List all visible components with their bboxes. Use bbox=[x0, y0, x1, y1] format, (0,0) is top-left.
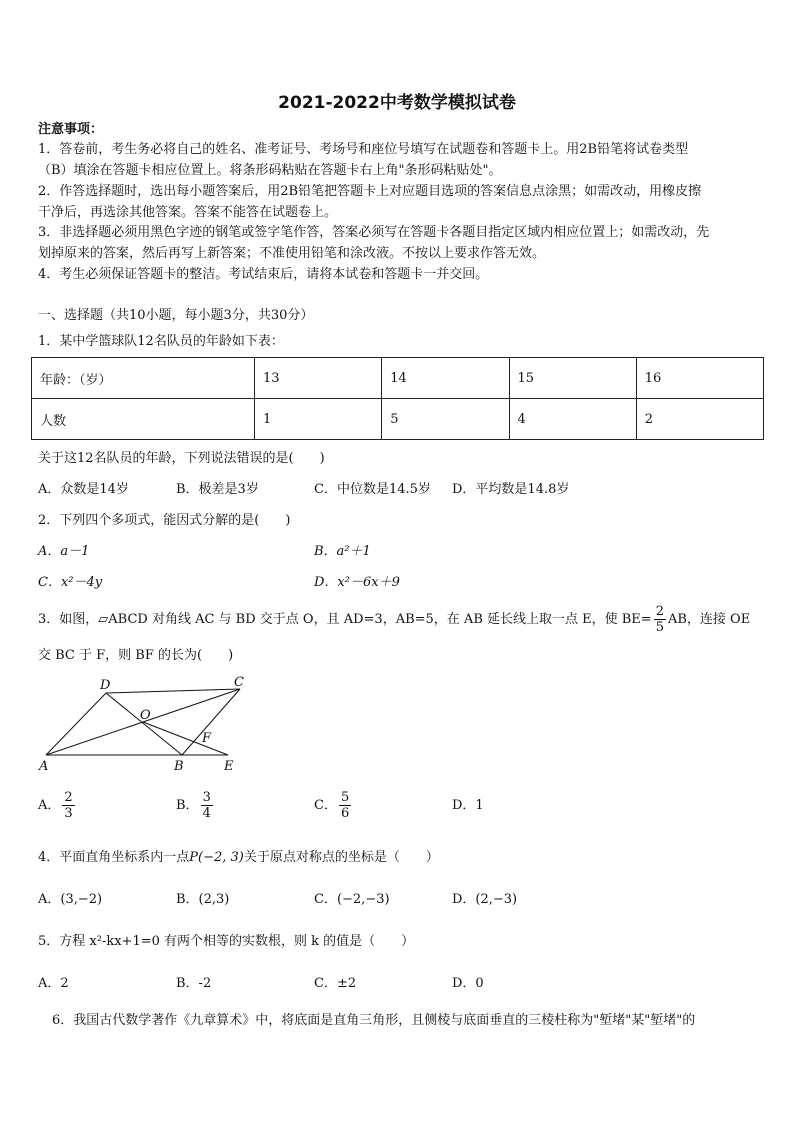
q4-option-b[interactable]: B．(2,3) bbox=[176, 892, 230, 907]
q5-option-b[interactable]: B．-2 bbox=[176, 976, 212, 991]
notice-line: 3．非选择题必须用黑色字迹的钢笔或签字笔作答，答案必须写在答题卡各题目指定区域内相应位置上；如需改动，先 bbox=[38, 225, 710, 240]
segment-dc bbox=[106, 689, 240, 693]
table-row bbox=[32, 358, 764, 399]
fraction: $\frac{5}{6}$ bbox=[340, 790, 350, 821]
q3-option-a[interactable]: A． $\frac{2}{3}$ bbox=[38, 790, 73, 821]
q1-option-a[interactable]: A．众数是14岁 bbox=[38, 482, 129, 497]
label-a: A bbox=[39, 759, 49, 774]
label-o: O bbox=[140, 708, 151, 723]
table-cell: 15 bbox=[509, 358, 636, 399]
table-cell: 5 bbox=[382, 399, 509, 440]
table-cell: 1 bbox=[255, 399, 382, 440]
label-d: D bbox=[100, 678, 111, 693]
table-cell: 13 bbox=[255, 358, 382, 399]
segment-ad bbox=[46, 693, 106, 755]
q3-stem bbox=[38, 604, 750, 635]
q2-stem: 2．下列四个多项式，能因式分解的是( ) bbox=[38, 513, 291, 528]
q4-option-d[interactable]: D．(2,−3) bbox=[452, 892, 518, 907]
q6-stem: 6．我国古代数学著作《九章算术》中，将底面是直角三角形，且侧棱与底面垂直的三棱柱称为"堑堵"某"堑堵"的 bbox=[52, 1013, 696, 1028]
q4-option-a[interactable]: A．(3,−2) bbox=[38, 892, 103, 907]
q1-option-c[interactable]: C．中位数是14.5岁 bbox=[314, 482, 431, 497]
q1-question: 关于这12名队员的年龄，下列说法错误的是( ) bbox=[38, 451, 325, 466]
q1-option-d[interactable]: D．平均数是14.8岁 bbox=[452, 482, 570, 497]
section-heading: 一、选择题（共10小题，每小题3分，共30分） bbox=[38, 308, 314, 323]
parallelogram-figure bbox=[36, 675, 256, 775]
table-cell: 14 bbox=[382, 358, 509, 399]
q3-stem-text: 3．如图，▱ABCD 对角线 AC 与 BD 交于点 O，且 AD=3，AB=5，在 AB 延长线上取一点 E，使 BE= bbox=[38, 612, 652, 627]
notice-line: （B）填涂在答题卡相应位置上。将条形码粘贴在答题卡右上角"条形码粘贴处"。 bbox=[38, 163, 502, 178]
table-row bbox=[32, 399, 764, 440]
label-e: E bbox=[224, 759, 234, 774]
label-b: B bbox=[174, 759, 184, 774]
table-cell: 人数 bbox=[32, 399, 255, 440]
q2-option-c[interactable]: C．x²－4y bbox=[38, 575, 103, 590]
q3-stem-text: AB，连接 OE bbox=[667, 612, 751, 627]
q5-option-a[interactable]: A．2 bbox=[38, 976, 69, 991]
table-cell: 4 bbox=[509, 399, 636, 440]
fraction: $\frac{2}{3}$ bbox=[64, 790, 73, 821]
table-cell: 16 bbox=[636, 358, 763, 399]
notice-line: 1．答卷前，考生务必将自己的姓名、准考证号、考场号和座位号填写在试题卷和答题卡上。用2B铅笔将试卷类型 bbox=[38, 142, 689, 157]
q2-option-b[interactable]: B．a²＋1 bbox=[314, 544, 371, 559]
label-c: C bbox=[234, 675, 244, 690]
q1-option-b[interactable]: B．极差是3岁 bbox=[176, 482, 259, 497]
q4-stem: 4．平面直角坐标系内一点P(−2, 3)关于原点对称点的坐标是（ ） bbox=[38, 850, 439, 865]
q3-option-d[interactable]: D．1 bbox=[452, 798, 484, 813]
segment-bd bbox=[106, 693, 182, 755]
label-f: F bbox=[202, 731, 212, 746]
page-title: 2021-2022中考数学模拟试卷 bbox=[278, 93, 516, 113]
notice-line: 4．考生必须保证答题卡的整洁。考试结束后，请将本试卷和答题卡一并交回。 bbox=[38, 267, 489, 282]
q3-option-c[interactable]: C． $\frac{5}{6}$ bbox=[314, 790, 350, 821]
fraction: $\frac{2}{5}$ bbox=[655, 604, 664, 635]
q3-option-b[interactable]: B． $\frac{3}{4}$ bbox=[176, 790, 211, 821]
table-cell: 2 bbox=[636, 399, 763, 440]
q2-option-a[interactable]: A．a－1 bbox=[38, 544, 90, 559]
notice-line: 划掉原来的答案，然后再写上新答案；不准使用铅笔和涂改液。不按以上要求作答无效。 bbox=[38, 246, 546, 261]
notice-line: 干净后，再选涂其他答案。答案不能答在试题卷上。 bbox=[38, 205, 338, 220]
segment-oe bbox=[143, 722, 228, 755]
q4-option-c[interactable]: C．(−2,−3) bbox=[314, 892, 390, 907]
q5-option-d[interactable]: D．0 bbox=[452, 976, 484, 991]
notice-heading: 注意事项： bbox=[38, 122, 104, 137]
table-cell: 年龄：（岁） bbox=[32, 358, 255, 399]
q1-stem: 1．某中学篮球队12名队员的年龄如下表： bbox=[38, 334, 284, 349]
q3-stem-line2: 交 BC 于 F，则 BF 的长为( ) bbox=[38, 648, 234, 663]
notice-line: 2．作答选择题时，选出每小题答案后，用2B铅笔把答题卡上对应题目选项的答案信息点涂黑；如需改动，用橡皮擦 bbox=[38, 184, 702, 199]
fraction: $\frac{3}{4}$ bbox=[202, 790, 211, 821]
q5-stem: 5．方程 x²-kx+1=0 有两个相等的实数根，则 k 的值是（ ） bbox=[38, 934, 415, 949]
age-table bbox=[31, 357, 764, 440]
q2-option-d[interactable]: D．x²－6x＋9 bbox=[314, 575, 400, 590]
point-p: P(−2, 3) bbox=[189, 850, 244, 865]
q5-option-c[interactable]: C．±2 bbox=[314, 976, 357, 991]
